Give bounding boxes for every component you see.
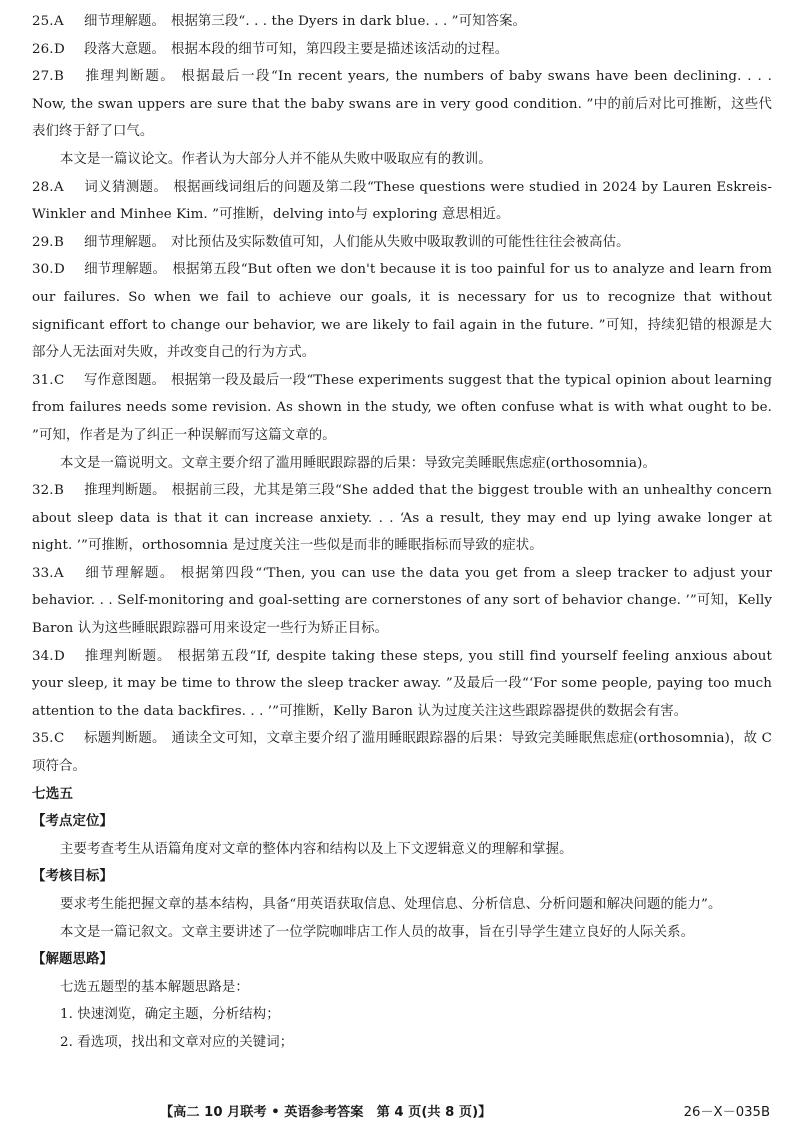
kaodian-text: 主要考查考生从语篇角度对文章的整体内容和结构以及上下文逻辑意义的理解和掌握。: [60, 841, 573, 857]
answer-item-32: 32.B 推理判断题。 根据前三段，尤其是第三段“She added that the biggest trouble with an unhealthy concern about sleep data is that it can increase anxiety. . . ‘As a result, they may end up lying awake longer at night. ’”可推断，orthosomnia 是过度关注一些似是而非的睡眠指标而导致的症状。: [32, 483, 772, 554]
answer-content: [32, 8, 772, 1057]
answer-item-34: 34.D 推理判断题。 根据第五段“If, despite taking these steps, you still find yourself feeling anxious about your sleep, it may be time to throw the sleep tracker away. ”及最后一段“‘For some people, paying too much attention to the data backfires. . . ’”可推断，Kelly Baron 认为过度关注这些跟踪器提供的数据会有害。: [32, 648, 772, 719]
answer-item-27: 27.B 推理判断题。 根据最后一段“In recent years, the numbers of baby swans have been declining. . . . Now, the swan uppers are sure that the baby swans are in very good condition. ”中的前后对比可推断，这些代表们终于舒了口气。: [32, 69, 772, 140]
footer-code: 26－X－035B: [683, 1105, 770, 1120]
page-footer: [0, 1101, 800, 1125]
kaohe-heading: 【考核目标】: [32, 869, 113, 885]
passage-summary-d: 本文是一篇说明文。文章主要介绍了滥用睡眠跟踪器的后果：导致完美睡眠焦虑症(orthosomnia)。: [60, 455, 656, 471]
jieti-step-1: 1. 快速浏览，确定主题，分析结构；: [60, 1007, 280, 1023]
kaohe-text: 要求考生能把握文章的基本结构，具备“用英语获取信息、处理信息、分析信息、分析问题和解决问题的能力”。: [60, 897, 722, 912]
jieti-intro: 七选五题型的基本解题思路是：: [60, 979, 249, 995]
answer-item-26: 26.D 段落大意题。 根据本段的细节可知，第四段主要是描述该活动的过程。: [32, 41, 509, 57]
answer-item-35: 35.C 标题判断题。 通读全文可知，文章主要介绍了滥用睡眠跟踪器的后果：导致完美睡眠焦虑症(orthosomnia)，故 C 项符合。: [32, 731, 772, 775]
section-title: 七选五: [32, 785, 74, 802]
answer-item-30: 30.D 细节理解题。 根据第五段“But often we don't because it is too painful for us to analyze and learn from our failures. So when we fail to achieve our goals, it is necessary for us to recognize that without significant effort to change our behavior, we are likely to fail again in the future. ”可知，持续犯错的根源是大部分人无法面对失败，并改变自己的行为方式。: [32, 262, 772, 361]
passage-summary-c: 本文是一篇议论文。作者认为大部分人并不能从失败中吸取应有的教训。: [60, 151, 492, 167]
jieti-step-2: 2. 看选项，找出和文章对应的关键词；: [60, 1034, 294, 1050]
footer-title: 【高二 10 月联考 • 英语参考答案 第 4 页(共 8 页)】: [160, 1105, 492, 1120]
answer-item-29: 29.B 细节理解题。 对比预估及实际数值可知，人们能从失败中吸取教训的可能性往往会被高估。: [32, 234, 630, 250]
passage-summary-seven: 本文是一篇记叙文。文章主要讲述了一位学院咖啡店工作人员的故事，旨在引导学生建立良好的人际关系。: [60, 924, 695, 940]
answer-item-25: 25.A 细节理解题。 根据第三段“. . . the Dyers in dark blue. . . ”可知答案。: [32, 14, 527, 29]
jieti-heading: 【解题思路】: [32, 952, 113, 968]
answer-item-31: 31.C 写作意图题。 根据第一段及最后一段“These experiments suggest that the typical opinion about learning from failures needs some revision. As shown in the study, we often confuse what is with what ought to be. ”可知，作者是为了纠正一种误解而写这篇文章的。: [32, 372, 772, 443]
answer-item-28: 28.A 词义猜测题。 根据画线词组后的问题及第二段“These questions were studied in 2024 by Lauren Eskreis-Winkler and Minhee Kim. ”可推断，delving into与 exploring 意思相近。: [32, 179, 772, 223]
kaodian-heading: 【考点定位】: [32, 814, 113, 830]
answer-item-33: 33.A 细节理解题。 根据第四段“‘Then, you can use the data you get from a sleep tracker to adjust your behavior. . . Self-monitoring and goal-setting are cornerstones of any sort of behavior change. ’”可知，Kelly Baron 认为这些睡眠跟踪器可用来设定一些行为矫正目标。: [32, 565, 772, 637]
